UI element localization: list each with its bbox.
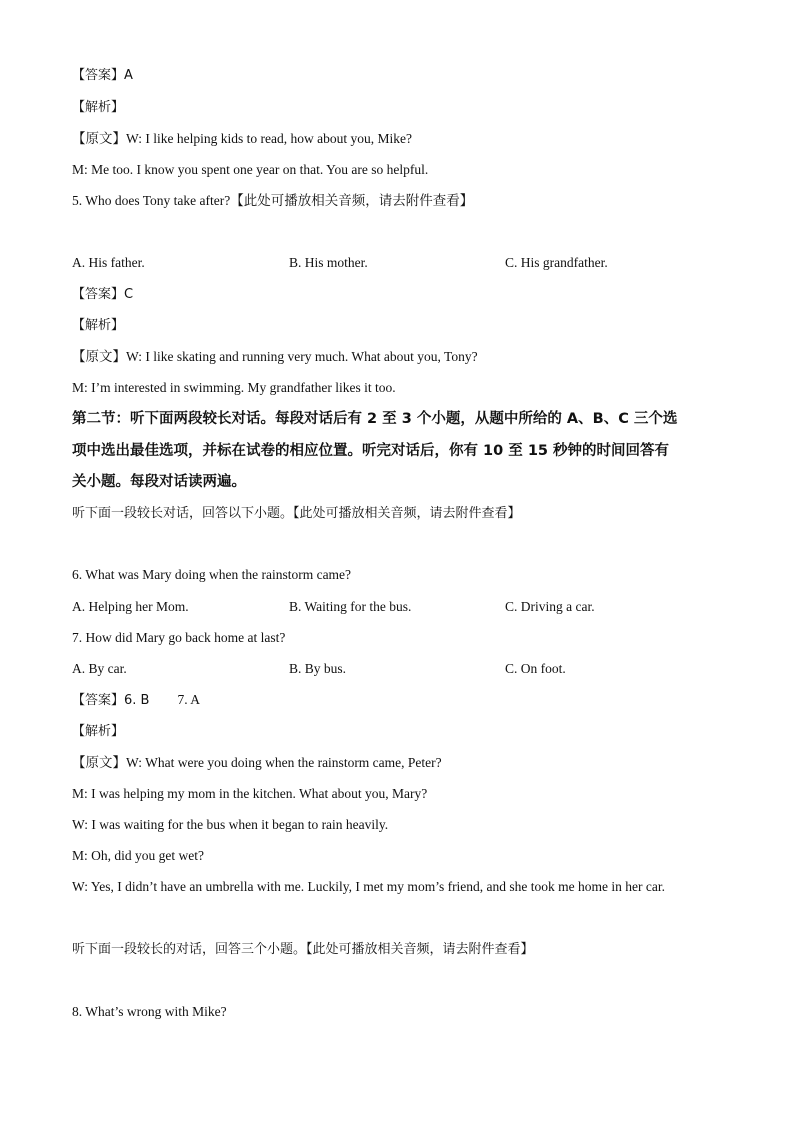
dialogue1-transcript-4: M: Oh, did you get wet? xyxy=(72,848,204,863)
q7-option-b: B. By bus. xyxy=(289,661,347,676)
q4-analysis-label: 【解析】 xyxy=(72,100,125,115)
q5-question: 5. Who does Tony take after?【此处可播放相关音频，请去附件查看】 xyxy=(72,193,474,208)
q4-transcript-w: 【原文】W: I like helping kids to read, how about you, Mike? xyxy=(72,131,412,146)
dialogue1-intro: 听下面一段较长对话，回答以下小题。【此处可播放相关音频，请去附件查看】 xyxy=(72,506,521,521)
section2-instructions-line2: 项中选出最佳选项，并标在试卷的相应位置。听完对话后，你有 10 至 15 秒钟的时间回答有 xyxy=(72,443,670,459)
dialogue1-transcript-5: W: Yes, I didn’t have an umbrella with me. Luckily, I met my mom’s friend, and she took me home in her car. xyxy=(72,879,665,894)
q5-analysis-label: 【解析】 xyxy=(72,318,125,333)
q7-option-a: A. By car. xyxy=(72,661,127,676)
dialogue1-transcript-1: 【原文】W: What were you doing when the rainstorm came, Peter? xyxy=(72,755,442,770)
q5-transcript-w: 【原文】W: I like skating and running very much. What about you, Tony? xyxy=(72,349,478,364)
q4-answer: 【答案】A xyxy=(72,68,133,83)
q6-option-c: C. Driving a car. xyxy=(505,599,595,614)
q7-option-c: C. On foot. xyxy=(505,661,566,676)
q5-option-a: A. His father. xyxy=(72,255,145,270)
q6-q7-answer xyxy=(72,691,200,710)
q5-transcript-m: M: I’m interested in swimming. My grandfather likes it too. xyxy=(72,380,396,395)
dialogue1-transcript-3: W: I was waiting for the bus when it began to rain heavily. xyxy=(72,817,389,832)
q8-question: 8. What’s wrong with Mike? xyxy=(72,1004,227,1019)
q5-option-c: C. His grandfather. xyxy=(505,255,608,270)
q6-answer: 【答案】6. B xyxy=(72,693,150,708)
section2-instructions-line1: 第二节：听下面两段较长对话。每段对话后有 2 至 3 个小题，从题中所给的 A、B、C 三个选 xyxy=(72,411,678,427)
q5-answer: 【答案】C xyxy=(72,287,134,302)
q7-answer: 7. A xyxy=(177,692,200,707)
section2-instructions-line3: 关小题。每段对话读两遍。 xyxy=(72,474,246,490)
dialogue1-analysis-label: 【解析】 xyxy=(72,724,125,739)
q7-question: 7. How did Mary go back home at last? xyxy=(72,630,286,645)
dialogue1-transcript-2: M: I was helping my mom in the kitchen. What about you, Mary? xyxy=(72,786,428,801)
q4-transcript-m: M: Me too. I know you spent one year on that. You are so helpful. xyxy=(72,162,429,177)
q6-option-a: A. Helping her Mom. xyxy=(72,599,189,614)
q6-question: 6. What was Mary doing when the rainstorm came? xyxy=(72,567,352,582)
q6-option-b: B. Waiting for the bus. xyxy=(289,599,412,614)
dialogue2-intro: 听下面一段较长的对话，回答三个小题。【此处可播放相关音频，请去附件查看】 xyxy=(72,942,534,957)
q5-option-b: B. His mother. xyxy=(289,255,368,270)
